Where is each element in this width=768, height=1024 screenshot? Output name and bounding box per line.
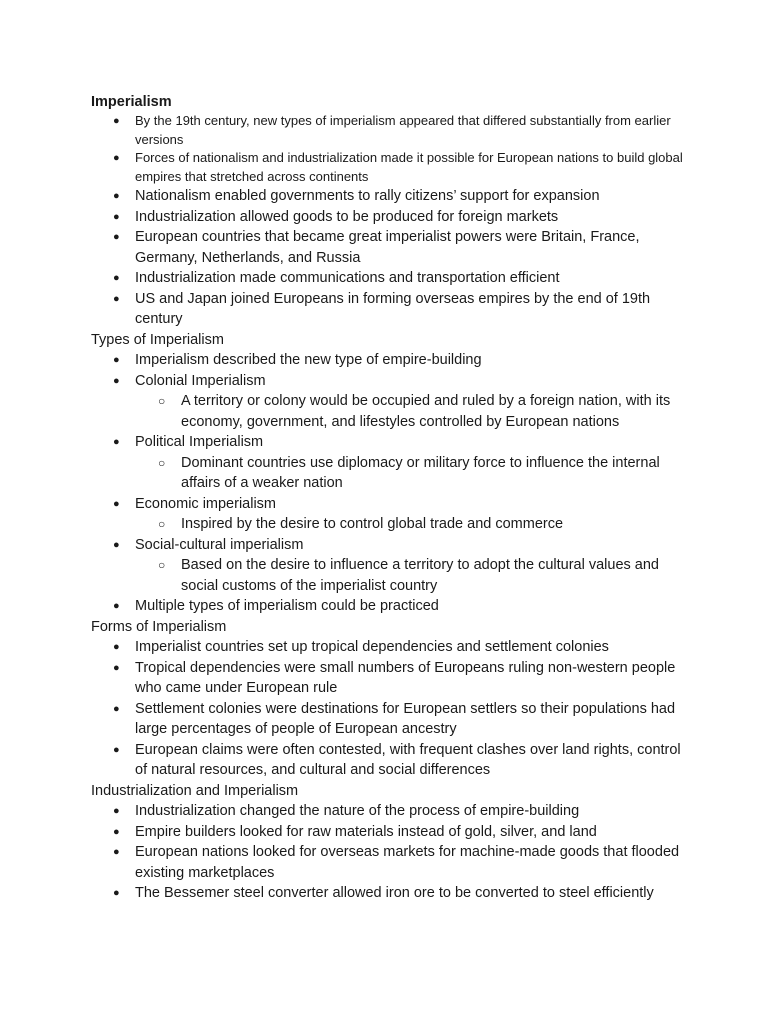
types-list <box>91 350 691 617</box>
bullet-icon: ● <box>113 210 120 223</box>
list-item: ● Industrialization changed the nature of the process of empire-building <box>91 801 691 822</box>
list-item: ● European countries that became great imperialist powers were Britain, France, Germany, Netherlands, and Russia <box>113 229 640 266</box>
forms-list <box>91 637 691 781</box>
intro-list <box>91 112 691 330</box>
list-item: ● US and Japan joined Europeans in forming overseas empires by the end of 19th century <box>113 290 651 327</box>
list-item: ● Industrialization allowed goods to be produced for foreign markets <box>91 207 691 228</box>
list-item: ● Imperialism described the new type of empire-building <box>91 350 691 371</box>
bullet-icon: ● <box>113 641 120 653</box>
bullet-icon: ● <box>113 702 120 715</box>
bullet-icon: ● <box>113 190 120 202</box>
industrialization-list <box>91 801 691 904</box>
sub-list-item: ○ Inspired by the desire to control global trade and commerce <box>91 514 691 535</box>
sub-list-item: ○ Based on the desire to influence a territory to adopt the cultural values and social customs of the imperialist country <box>158 557 659 594</box>
hollow-bullet-icon: ○ <box>158 394 166 408</box>
list-item: ● The Bessemer steel converter allowed iron ore to be converted to steel efficiently <box>91 883 691 904</box>
document-page <box>91 93 691 904</box>
bullet-icon: ● <box>113 805 120 817</box>
bullet-icon: ● <box>113 374 120 387</box>
section-heading-types: Types of Imperialism <box>91 331 224 348</box>
bullet-icon: ● <box>113 538 120 551</box>
list-item: ● Industrialization made communications and transportation efficient <box>91 268 691 289</box>
list-item: ● Multiple types of imperialism could be practiced <box>91 596 691 617</box>
list-item: ● Social-cultural imperialism ○ Based on the desire to influence a territory to adopt the cultural values and social customs of the imperialist country <box>91 535 691 597</box>
section-heading-industrialization: Industrialization and Imperialism <box>91 782 299 799</box>
section-heading-forms: Forms of Imperialism <box>91 618 227 635</box>
list-item: ● European nations looked for overseas markets for machine-made goods that flooded existing marketplaces <box>113 844 680 881</box>
bullet-icon: ● <box>113 743 120 756</box>
list-item: ● Tropical dependencies were small numbers of Europeans ruling non-western people who came under European rule <box>113 659 676 696</box>
list-item: ● Colonial Imperialism ○ A territory or colony would be occupied and ruled by a foreign nation, with its economy, government, and lifestyles controlled by European nations <box>91 371 691 433</box>
list-item: ● Economic imperialism ○ Inspired by the desire to control global trade and commerce <box>91 494 691 535</box>
bullet-icon: ● <box>113 354 120 366</box>
bullet-icon: ● <box>113 292 120 305</box>
list-item: ● Empire builders looked for raw materials instead of gold, silver, and land <box>91 822 691 843</box>
list-item: ● Political Imperialism ○ Dominant countries use diplomacy or military force to influence the internal affairs of a weaker nation <box>91 432 691 494</box>
sub-list <box>135 555 691 596</box>
bullet-icon: ● <box>113 152 120 164</box>
bullet-icon: ● <box>113 497 120 510</box>
bullet-icon: ● <box>113 115 120 127</box>
document-title: Imperialism <box>91 94 172 110</box>
bullet-icon: ● <box>113 231 120 243</box>
sub-list-item: ○ Dominant countries use diplomacy or military force to influence the internal affairs of a weaker nation <box>158 454 660 491</box>
sub-list <box>135 514 691 535</box>
list-item: ● European claims were often contested, with frequent clashes over land rights, control of natural resources, and cultural and social differences <box>113 741 681 778</box>
sub-list <box>135 391 691 432</box>
list-item: ● By the 19th century, new types of imperialism appeared that differed substantially from earlier versions <box>113 113 671 147</box>
list-item: ● Imperialist countries set up tropical dependencies and settlement colonies <box>91 637 691 658</box>
list-item: ● Forces of nationalism and industrialization made it possible for European nations to build global empires that stretched across continents <box>113 150 683 184</box>
hollow-bullet-icon: ○ <box>158 455 166 470</box>
bullet-icon: ● <box>113 825 120 838</box>
bullet-icon: ● <box>113 600 120 612</box>
bullet-icon: ● <box>113 887 120 899</box>
bullet-icon: ● <box>113 846 120 858</box>
sub-list-item: ○ A territory or colony would be occupied and ruled by a foreign nation, with its economy, government, and lifestyles controlled by European nations <box>158 393 671 430</box>
hollow-bullet-icon: ○ <box>158 517 166 531</box>
bullet-icon: ● <box>113 436 120 448</box>
bullet-icon: ● <box>113 661 120 674</box>
sub-list <box>135 453 691 494</box>
bullet-icon: ● <box>113 272 120 284</box>
list-item: ● Settlement colonies were destinations for European settlers so their populations had large percentages of people of European ancestry <box>113 700 676 737</box>
hollow-bullet-icon: ○ <box>158 558 166 572</box>
list-item: ● Nationalism enabled governments to rally citizens’ support for expansion <box>91 186 691 207</box>
